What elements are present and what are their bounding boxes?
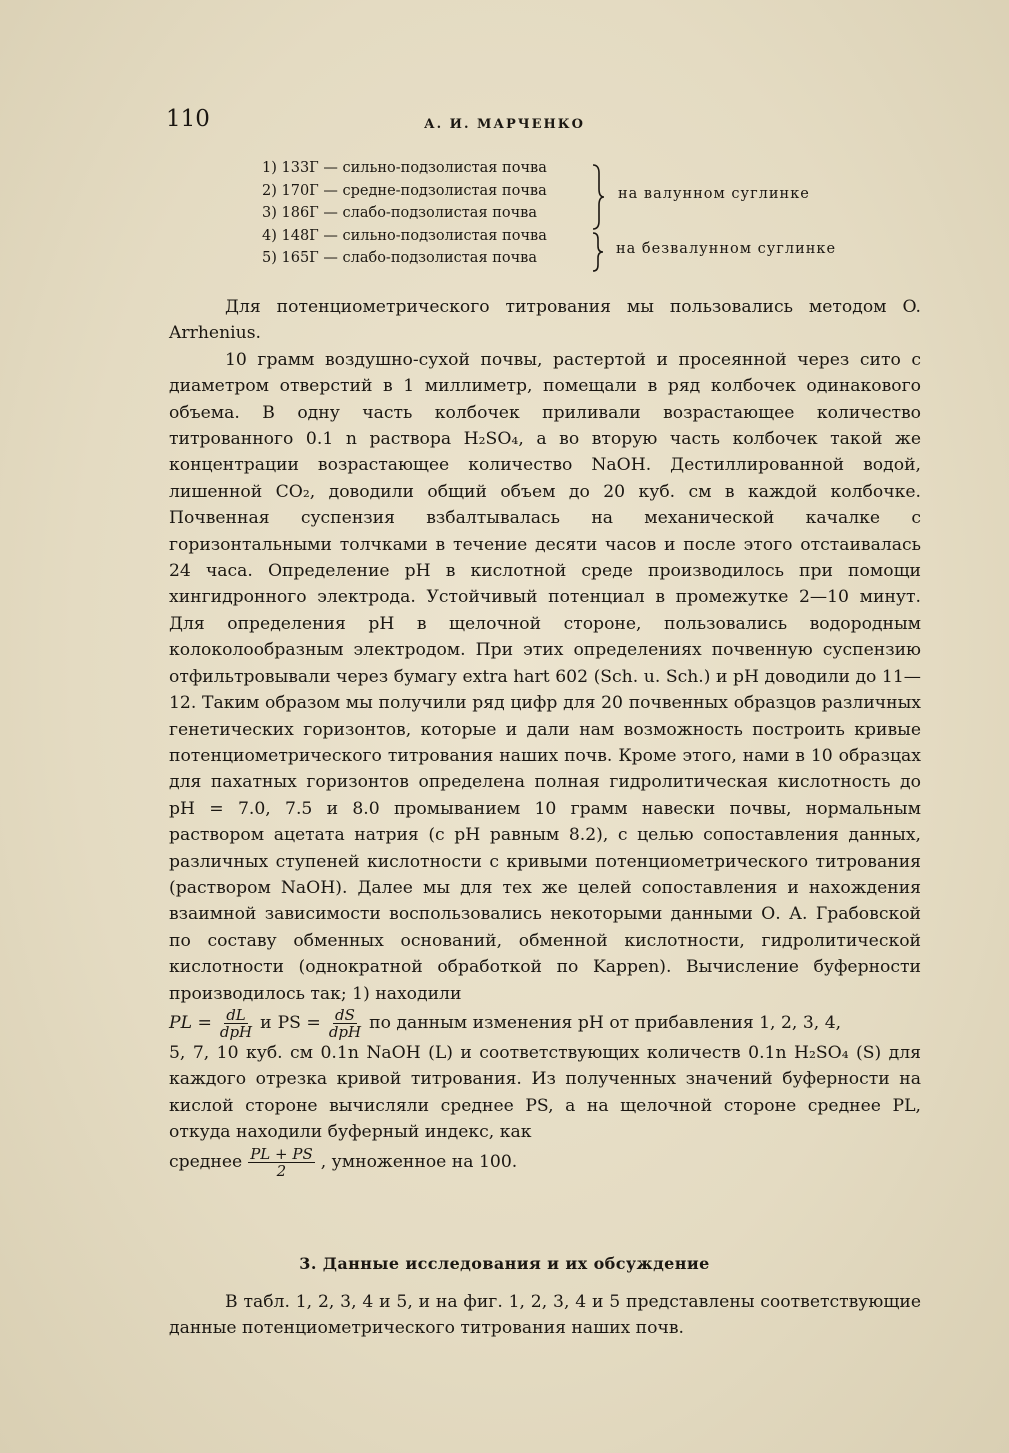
buffer-index-line — [169, 1146, 921, 1179]
formula-and: и — [260, 1013, 272, 1034]
section-heading: 3. Данные исследования и их обсуждение — [299, 1254, 710, 1273]
fraction-dl-dph — [218, 1007, 254, 1040]
running-head: А. И. МАРЧЕНКО — [424, 117, 585, 132]
list-item: 5) 165Г — слабо-подзолистая почва — [262, 250, 537, 266]
fraction-numerator: PL + PS — [250, 1144, 313, 1163]
list-item: 3) 186Г — слабо-подзолистая почва — [262, 205, 537, 221]
fraction-average — [248, 1146, 315, 1179]
avg-after: , умноженное на 100. — [320, 1151, 518, 1172]
formula-after: по данным изменения pH от прибавления 1, 2, 3, 4, — [369, 1013, 842, 1034]
body-text — [169, 294, 921, 1179]
buffer-formula-line — [169, 1007, 921, 1040]
paragraph-method: Для потенциометрического титрования мы пользовались методом O. Arrhenius. — [169, 297, 921, 344]
fraction-denominator: dpH — [328, 1022, 362, 1041]
fraction-ds-dph — [327, 1007, 363, 1040]
avg-label: среднее — [169, 1151, 243, 1172]
paragraph-results: В табл. 1, 2, 3, 4 и 5, и на фиг. 1, 2, 3, 4 и 5 представлены соответствующие данные потенциометрического титрования наших почв. — [169, 1292, 921, 1339]
fraction-numerator: dL — [226, 1005, 246, 1024]
fraction-numerator: dS — [335, 1005, 355, 1024]
paragraph-procedure: 10 грамм воздушно-сухой почвы, растертой и просеянной через сито с диаметром отверстий в 1 миллиметр, помещали в ряд колбочек одинакового объема. В одну часть колбочек приливали возрастающее количество титрованного 0.1 n раствора H₂SO₄, а во вторую часть колбочек такой же концентрации возрастающее количество NaOH. Дестиллированной водой, лишенной CO₂, доводили общий объем до 20 куб. см в каждой колбочке. Почвенная суспензия взбалтывалась на механической качалке с горизонтальными толчками в течение десяти часов и после этого отстаивалась 24 часа. Определение pH в кислотной среде производилось при помощи хингидронного электрода. Устойчивый потенциал в промежутке 2—10 минут. Для определения pH в щелочной стороне, пользовались водородным колоколообразным электродом. При этих определениях почвенную суспензию отфильтровывали через бумагу extra hart 602 (Sch. u. Sch.) и pH доводили до 11—12. Таким образом мы получили ряд цифр для 20 почвенных образцов различных генетических горизонтов, которые и дали нам возможность построить кривые потенциометрического титрования наших почв. Кроме этого, нами в 10 образцах для пахатных горизонтов определена полная гидролитическая кислотность до pH = 7.0, 7.5 и 8.0 промыванием 10 грамм навески почвы, нормальным раствором ацетата натрия (с pH равным 8.2), с целью сопоставления данных, различных ступеней кислотности с кривыми потенциометрического титрования (раствором NaOH). Далее мы для тех же целей сопоставления и нахождения взаимной зависимости воспользовались некоторыми данными О. А. Грабовской по составу обменных оснований, обменной кислотности, гидролитической кислотности (однократной обработкой по Kappen). Вычисление буферности производилось так; 1) находили — [169, 349, 921, 1004]
fraction-denominator: 2 — [276, 1161, 287, 1180]
group-label-boulder-loam: на валунном суглинке — [618, 186, 810, 202]
list-item: 1) 133Г — сильно-подзолистая почва — [262, 160, 547, 176]
brace-icon — [590, 231, 606, 273]
paragraph-procedure-continued: 5, 7, 10 куб. см 0.1n NaOH (L) и соответствующих количеств 0.1n H₂SO₄ (S) для каждого отрезка кривой титрования. Из полученных значений буферности на кислой стороне вычисляли среднее PS, а на щелочной стороне среднее PL, откуда находили буферный индекс, как — [169, 1042, 921, 1143]
section-text — [169, 1289, 921, 1342]
formula-ps-lhs: PS = — [277, 1013, 321, 1034]
page-number: 110 — [166, 106, 210, 132]
soil-list — [262, 157, 547, 270]
brace-icon — [590, 163, 606, 231]
list-item: 4) 148Г — сильно-подзолистая почва — [262, 227, 547, 244]
fraction-denominator: dpH — [219, 1022, 253, 1041]
formula-pl-lhs: PL = — [169, 1013, 212, 1034]
list-item: 2) 170Г — средне-подзолистая почва — [262, 182, 547, 199]
group-label-boulderless-loam: на безвалунном суглинке — [616, 241, 837, 257]
